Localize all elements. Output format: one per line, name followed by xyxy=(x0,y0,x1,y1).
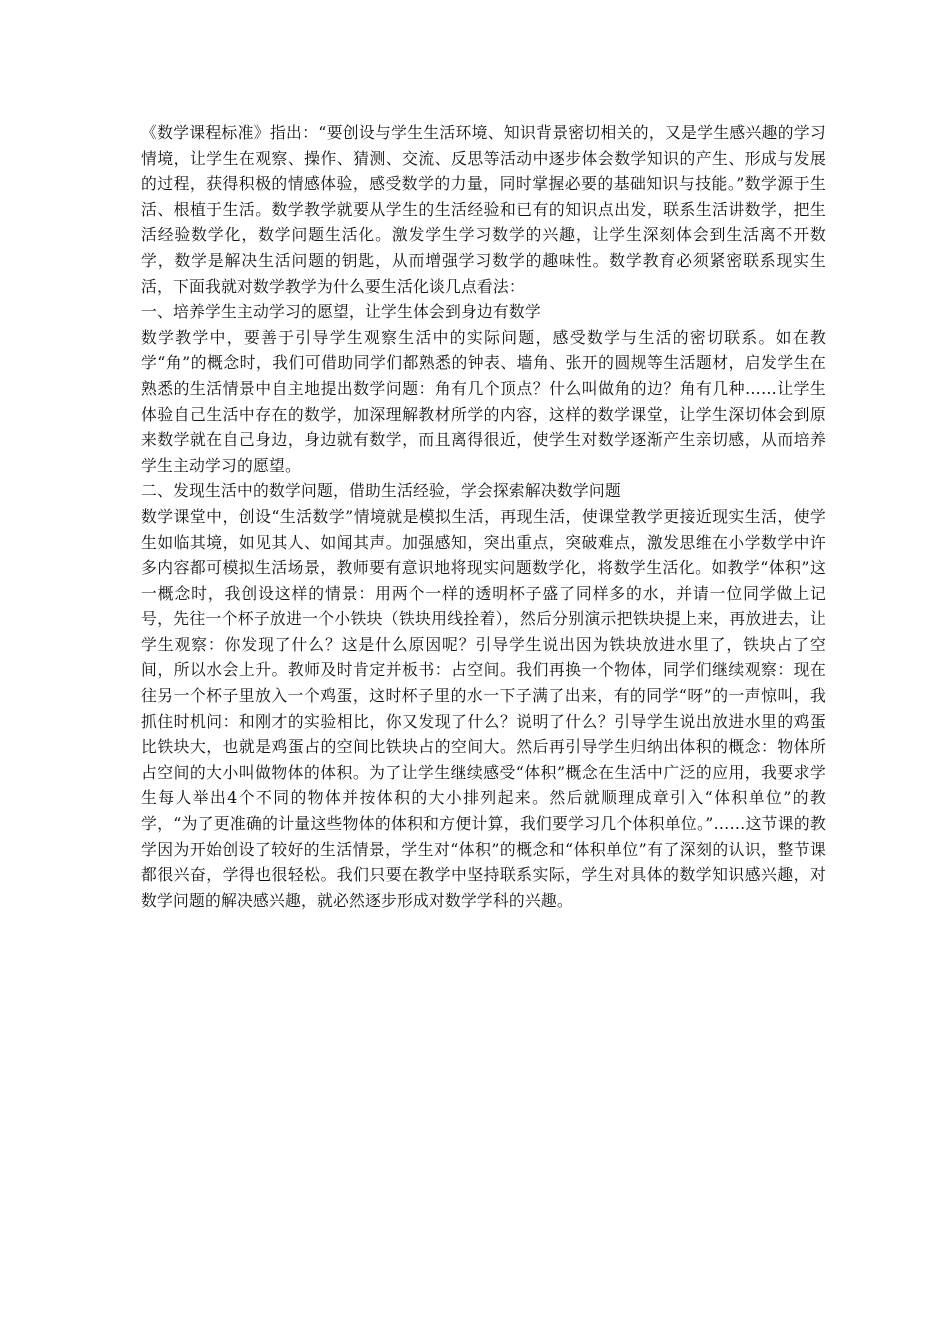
section-1-paragraph: 数学教学中，要善于引导学生观察生活中的实际问题，感受数学与生活的密切联系。如在教学“角”的概念时，我们可借助同学们都熟悉的钟表、墙角、张开的圆规等生活题材，启发学生在熟悉的生活情景中自主地提出数学问题：角有几个顶点？什么叫做角的边？角有几种……让学生体验自己生活中存在的数学，加深理解教材所学的内容，这样的数学课堂，让学生深切体会到原来数学就在自己身边，身边就有数学，而且离得很近，使学生对数学逐渐产生亲切感，从而培养学生主动学习的愿望。 xyxy=(141,327,826,475)
document-page xyxy=(141,120,826,913)
intro-paragraph: 《数学课程标准》指出：“要创设与学生生活环境、知识背景密切相关的，又是学生感兴趣的学习情境，让学生在观察、操作、猜测、交流、反思等活动中逐步体会数学知识的产生、形成与发展的过程，获得积极的情感体验，感受数学的力量，同时掌握必要的基础知识与技能。”数学源于生活、根植于生活。数学教学就要从学生的生活经验和已有的知识点出发，联系生活讲数学，把生活经验数学化，数学问题生活化。激发学生学习数学的兴趣，让学生深刻体会到生活离不开数学，数学是解决生活问题的钥匙，从而增强学习数学的趣味性。数学教育必须紧密联系现实生活，下面我就对数学教学为什么要生活化谈几点看法： xyxy=(141,123,826,296)
section-1-heading: 一、培养学生主动学习的愿望，让学生体会到身边有数学 xyxy=(141,302,541,322)
section-2-heading: 二、发现生活中的数学问题，借助生活经验，学会探索解决数学问题 xyxy=(141,481,621,501)
section-2-paragraph: 数学课堂中，创设“生活数学”情境就是模拟生活，再现生活，使课堂教学更接近现实生活，使学生如临其境，如见其人、如闻其声。加强感知，突出重点，突破难点，激发思维在小学数学中许多内容都可模拟生活场景，教师要有意识地将现实问题数学化，将数学生活化。如教学“体积”这一概念时，我创设这样的情景：用两个一样的透明杯子盛了同样多的水，并请一位同学做上记号，先往一个杯子放进一个小铁块（铁块用线拴着），然后分别演示把铁块提上来，再放进去，让学生观察：你发现了什么？这是什么原因呢？引导学生说出因为铁块放进水里了，铁块占了空间，所以水会上升。教师及时肯定并板书：占空间。我们再换一个物体，同学们继续观察：现在往另一个杯子里放入一个鸡蛋，这时杯子里的水一下子满了出来，有的同学“呀”的一声惊叫，我抓住时机问：和刚才的实验相比，你又发现了什么？说明了什么？引导学生说出放进水里的鸡蛋比铁块大，也就是鸡蛋占的空间比铁块占的空间大。然后再引导学生归纳出体积的概念：物体所占空间的大小叫做物体的体积。为了让学生继续感受“体积”概念在生活中广泛的应用，我要求学生每人举出4个不同的物体并按体积的大小排列起来。然后就顺理成章引入“体积单位”的教学，“为了更准确的计量这些物体的体积和方便计算，我们要学习几个体积单位。”……这节课的教学因为开始创设了较好的生活情景，学生对“体积”的概念和“体积单位”有了深刻的认识，整节课都很兴奋，学得也很轻松。我们只要在教学中坚持联系实际，学生对具体的数学知识感兴趣，对数学问题的解决感兴趣，就必然逐步形成对数学学科的兴趣。 xyxy=(141,506,826,910)
